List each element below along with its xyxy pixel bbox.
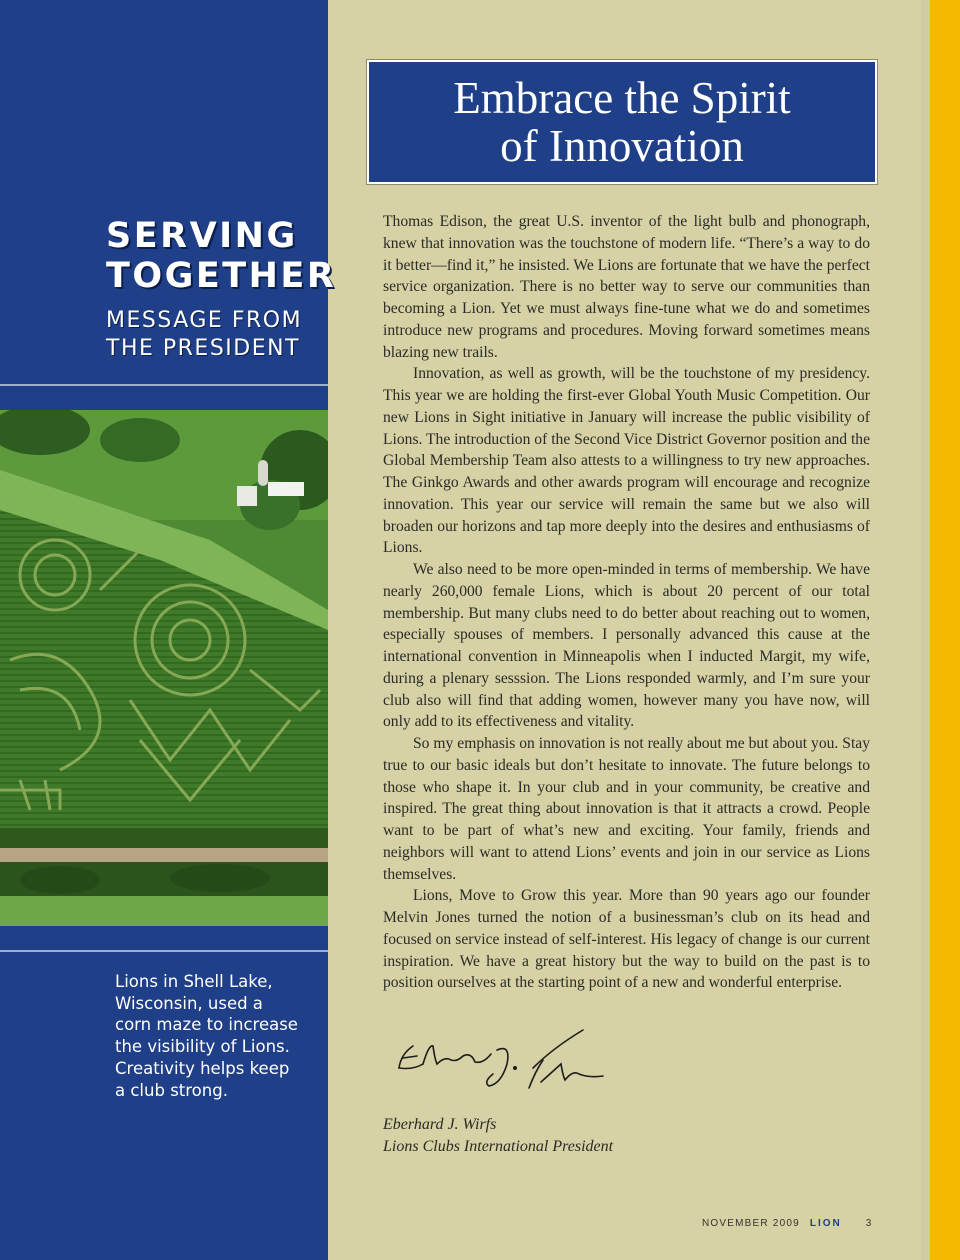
section-subtitle-line2: THE PRESIDENT — [106, 336, 301, 361]
photo-caption — [115, 971, 315, 1101]
caption-line: a club strong. — [115, 1080, 228, 1100]
issue-date: NOVEMBER 2009 — [702, 1218, 800, 1229]
article-title-line2: of Innovation — [500, 121, 744, 171]
body-paragraph: Thomas Edison, the great U.S. inventor of the light bulb and phonograph, knew that innovation was the touchstone of modern life. “There’s a way to do it better—find it,” he insisted. We Lions are fortunate that we have the perfect service organization. There is no better way to serve our communities than becoming a Lion. Yet we must always fine-tune what we do and sometimes introduce new programs and procedures. Moving forward sometimes means blazing new trails. — [383, 213, 870, 361]
section-title-line2: TOGETHER — [106, 256, 337, 296]
page-number: 3 — [865, 1218, 873, 1229]
signature-title: Lions Clubs International President — [383, 1138, 614, 1155]
caption-line: corn maze to increase — [115, 1015, 298, 1035]
divider-top — [0, 384, 328, 386]
body-paragraph: So my emphasis on innovation is not really about me but about you. Stay true to our basic ideals but don’t hesitate to innovate. The future belongs to those who shape it. In your club and in your community, be creative and inspired. The great thing about innovation is that it attracts a crowd. People want to be part of what’s new and exciting. Your family, friends and neighbors will want to attend Lions’ events and join in our service as Lions themselves. — [383, 735, 870, 883]
article-title — [367, 60, 877, 184]
body-paragraph: Lions, Move to Grow this year. More than 90 years ago our founder Melvin Jones turned the notion of a businessman’s club on its head and focused on service instead of self-interest. His legacy of change is our current inspiration. We have a great history but the way to build on the past is to position ourselves at the starting point of a new and wonderful enterprise. — [383, 887, 870, 992]
section-title-line1: SERVING — [106, 216, 298, 256]
caption-line: Lions in Shell Lake, — [115, 972, 273, 991]
section-subtitle-line1: MESSAGE FROM — [106, 308, 303, 333]
gold-accent-bar — [930, 0, 960, 1260]
caption-line: Wisconsin, used a — [115, 993, 263, 1013]
gold-bar-edge — [921, 0, 930, 1260]
caption-line: the visibility of Lions. — [115, 1037, 290, 1057]
article-body — [383, 211, 870, 994]
signature-name: Eberhard J. Wirfs — [383, 1116, 497, 1133]
section-heading — [106, 216, 336, 363]
body-paragraph: Innovation, as well as growth, will be the touchstone of my presidency. This year we are holding the first-ever Global Youth Music Competition. Our new Lions in Sight initiative in January will increase the public visibility of Lions. The introduction of the Second Vice District Governor position and the Global Membership Team also attests to a willingness to try new approaches. The Ginkgo Awards and other awards program will encourage and recognize innovation. This year our service will remain the same but we also will broaden our horizons and tap more deeply into the desires and enthusiasms of Lions. — [383, 365, 870, 557]
sidebar — [0, 0, 337, 1260]
divider-bottom — [0, 950, 328, 952]
caption-line: Creativity helps keep — [115, 1058, 290, 1078]
handwritten-signature — [393, 1024, 613, 1094]
page-footer — [702, 1218, 872, 1229]
article-title-line1: Embrace the Spirit — [453, 73, 791, 123]
body-paragraph: We also need to be more open-minded in terms of membership. We have nearly 260,000 female Lions, which is about 20 percent of our total membership. But many clubs need to do better about reaching out to women, especially spouses of members. I personally advanced this cause at the international convention in Minneapolis when I inducted Margit, my wife, during a plenary sesssion. The Lions responded warmly, and I’m sure your club also will find that adding women, however many you have now, will only add to its effectiveness and vitality. — [383, 561, 870, 731]
corn-maze-photo — [0, 410, 328, 926]
magazine-name: LION — [809, 1218, 842, 1229]
signature-block — [383, 1114, 613, 1158]
